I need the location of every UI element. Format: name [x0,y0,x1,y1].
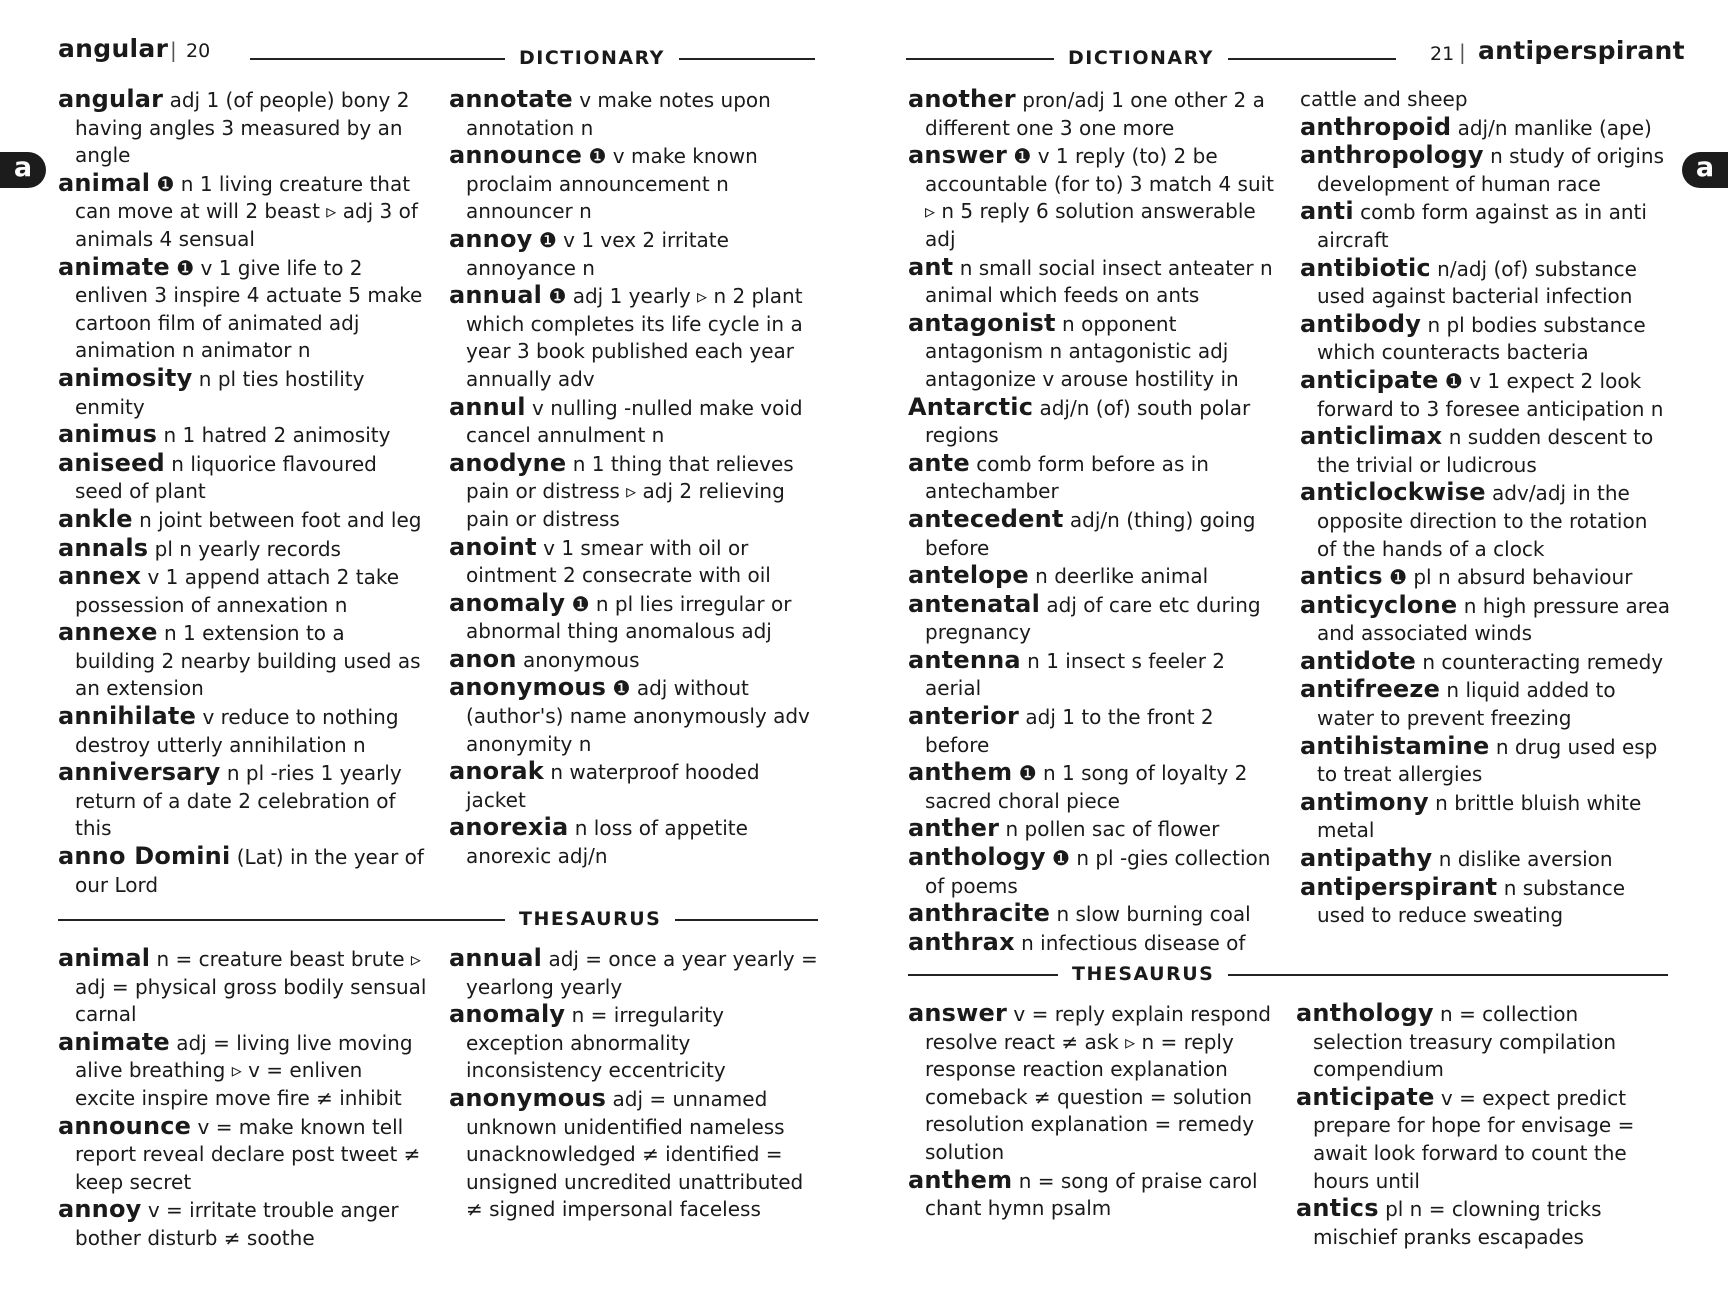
definition: n opponent antagonism n antagonistic adj antagonize v arouse hostility in [925,311,1239,391]
definition: n drug used esp to treat allergies [1317,734,1658,787]
definition: n 1 insect s feeler 2 aerial [925,648,1226,701]
headword: antimony [1300,787,1429,816]
headword: antiperspirant [1300,872,1498,901]
definition: n joint between foot and leg [139,507,422,532]
headword: anthrax [908,927,1015,956]
entry [908,647,1280,703]
headword: anticyclone [1300,590,1458,619]
definition: cattle and sheep [1300,87,1468,111]
definition: v nulling -nulled make void cancel annulment n [466,395,803,448]
headword: answer [908,999,1008,1027]
headword: anoint [449,532,537,561]
right-dictionary-heading: DICTIONARY [1054,47,1228,69]
entry [449,534,819,590]
right-thesaurus-heading: THESAURUS [1058,963,1228,985]
entry [1300,592,1672,648]
headword: anorak [449,757,544,786]
entry [1300,423,1672,479]
definition: n/adj (of) substance used against bacterial infection [1317,256,1637,309]
definition: n infectious disease of [1021,930,1246,955]
entry [908,310,1280,394]
headword: antenatal [908,589,1041,618]
headword: anno Domini [58,842,231,871]
right-page-number: 21 [1430,43,1455,65]
entry [58,945,428,1029]
left-thesaurus-column-2 [449,945,819,1224]
definition: n deerlike animal [1035,564,1209,589]
entry [58,86,428,170]
headword: animosity [58,363,193,392]
headword: antifreeze [1300,675,1441,704]
definition: v = make known tell report reveal declare post tweet ≠ keep secret [75,1114,421,1194]
entry [1300,198,1672,254]
definition: pron/adj 1 one other 2 a different one 3 one more [925,88,1265,140]
entry [58,1196,428,1252]
headword: anodyne [449,448,567,477]
headword: annex [58,562,142,591]
definition: n pollen sac of flower [1005,817,1220,842]
headword: annual [449,281,543,310]
entry [1300,255,1672,311]
entry [58,759,428,843]
entry [449,394,819,450]
definition: ❶ adj 1 yearly ▹ n 2 plant which completes its life cycle in a year 3 book published each year annually adv [466,284,803,391]
entry [449,86,819,142]
right-header-separator: | [1459,40,1466,64]
entry [449,1001,819,1085]
definition: n 1 thing that relieves pain or distress ▹ adj 2 relieving pain or distress [466,451,794,531]
headword: anthem [908,1165,1013,1194]
entry [58,421,428,450]
headword: anticipate [1300,365,1439,394]
headword: anthology [908,843,1046,872]
entry [908,1167,1280,1223]
definition: ❶ v 1 reply (to) 2 be accountable (for to) 3 match 4 suit ▹ n 5 reply 6 solution answerable adj [925,144,1275,251]
headword: Antarctic [908,392,1034,421]
entry [908,142,1280,253]
entry [908,844,1280,900]
right-dictionary-column-1 [908,86,1280,957]
entry [58,563,428,619]
headword: animus [58,420,158,449]
headword: annoy [449,224,533,253]
definition: ❶ adj without (author's) name anonymously adv anonymity n [466,676,810,756]
entry [58,254,428,365]
entry [58,843,428,899]
entry [58,1029,428,1113]
definition: adj/n (of) south polar regions [925,395,1251,448]
headword: annexe [58,618,158,647]
entry [908,929,1280,958]
entry [908,759,1280,815]
entry [1296,1000,1672,1084]
entry [449,590,819,646]
entry [1300,86,1672,114]
headword: antecedent [908,504,1064,533]
definition: v make notes upon annotation n [466,88,771,140]
headword: annihilate [58,702,197,731]
definition: n high pressure area and associated winds [1317,593,1671,646]
definition: ❶ v make known proclaim announcement n announcer n [466,144,758,224]
definition: comb form before as in antechamber [925,451,1209,504]
headword: ante [908,448,970,477]
definition: adj of care etc during pregnancy [925,592,1261,645]
right-thumb-tab: a [1682,152,1728,188]
entry [908,815,1280,844]
definition: v reduce to nothing destroy utterly annihilation n [75,705,399,757]
headword: anorexia [449,813,569,842]
headword: annals [58,533,149,562]
definition: n liquid added to water to prevent freezing [1317,678,1616,731]
entry [908,394,1280,450]
definition: n sudden descent to the trivial or ludicrous [1317,425,1654,477]
right-running-head: antiperspirant [1478,36,1685,65]
definition: ❶ v 1 vex 2 irritate annoyance n [466,227,729,280]
definition: v = irritate trouble anger bother disturb ≠ soothe [75,1198,399,1250]
headword: antagonist [908,308,1056,337]
definition: n waterproof hooded jacket [466,760,760,812]
entry [58,703,428,759]
headword: angular [58,85,164,113]
headword: antidote [1300,646,1416,675]
headword: anticipate [1296,1082,1435,1111]
entry [58,535,428,564]
definition: n brittle bluish white metal [1317,790,1642,843]
entry [449,226,819,282]
definition: n pl ties hostility enmity [75,366,365,419]
headword: anomaly [449,1000,566,1029]
definition: anonymous [523,647,640,672]
headword: anticlimax [1300,422,1443,451]
entry [1300,311,1672,367]
definition: comb form against as in anti aircraft [1317,200,1647,252]
headword: antics [1296,1194,1379,1223]
entry [908,254,1280,310]
definition: adj = living live moving alive breathing ▹ v = enliven excite inspire move fire ≠ inhibit [75,1030,413,1110]
entry [1296,1195,1672,1251]
definition: ❶ n 1 song of loyalty 2 sacred choral piece [925,761,1248,813]
headword: anthropoid [1300,112,1452,141]
definition: n dislike aversion [1438,847,1613,872]
entry [908,86,1280,142]
headword: anthem [908,758,1013,787]
headword: anomaly [449,588,566,617]
left-running-head: angular [58,34,169,63]
headword: anthology [1296,999,1434,1027]
definition: v = reply explain respond resolve react ≠ ask ▹ n = reply response reaction explanation comeback ≠ question = solution resolution explanation = remedy solution [925,1002,1271,1164]
entry [908,450,1280,506]
headword: anonymous [449,1083,607,1112]
entry [449,450,819,534]
headword: anticlockwise [1300,478,1486,507]
right-thesaurus-column-2 [1296,1000,1672,1251]
definition: n pl -ries 1 yearly return of a date 2 celebration of this [75,761,402,841]
left-thumb-tab: a [0,152,46,188]
entry [1300,563,1672,592]
entry [449,945,819,1001]
entry [1300,789,1672,845]
entry [449,674,819,758]
entry [1300,845,1672,874]
right-thesaurus-rule [908,974,1668,976]
entry [58,450,428,506]
headword: annul [449,392,526,421]
headword: ankle [58,504,133,533]
definition: n pl bodies substance which counteracts bacteria [1317,312,1646,365]
definition: adj 1 to the front 2 before [925,705,1214,757]
definition: pl n yearly records [154,536,341,561]
entry [58,506,428,535]
entry [449,282,819,393]
definition: ❶ v 1 give life to 2 enliven 3 inspire 4 actuate 5 make cartoon film of animated adj animation n animator n [75,255,423,363]
entry [58,1113,428,1197]
definition: adv/adj in the opposite direction to the rotation of the hands of a clock [1317,481,1648,561]
definition: n = irregularity exception abnormality inconsistency eccentricity [466,1003,726,1083]
headword: antelope [908,561,1029,590]
definition: n 1 extension to a building 2 nearby building used as an extension [75,621,421,701]
left-thesaurus-column-1 [58,945,428,1253]
definition: v 1 smear with oil or ointment 2 consecrate with oil [466,535,771,588]
entry [58,365,428,421]
definition: ❶ n pl lies irregular or abnormal thing anomalous adj [466,591,792,644]
right-dictionary-column-2 [1300,86,1672,930]
entry [908,703,1280,759]
entry [908,1000,1280,1167]
left-thesaurus-rule [58,919,818,921]
entry [1300,479,1672,563]
definition: adj 1 (of people) bony 2 having angles 3 measured by an angle [75,88,410,168]
entry [1300,733,1672,789]
headword: answer [908,141,1008,170]
definition: ❶ n pl -gies collection of poems [925,846,1271,898]
headword: another [908,85,1016,113]
definition: (Lat) in the year of our Lord [75,845,424,897]
definition: ❶ v 1 expect 2 look forward to 3 foresee anticipation n [1317,368,1664,421]
entry [58,170,428,254]
entry [1300,114,1672,143]
definition: n counteracting remedy [1422,649,1664,674]
headword: aniseed [58,448,165,477]
entry [449,758,819,814]
entry [908,562,1280,591]
headword: announce [58,1111,192,1140]
headword: anti [1300,197,1354,226]
entry [449,814,819,870]
headword: antibiotic [1300,253,1431,282]
headword: animal [58,168,151,197]
headword: antics [1300,562,1383,591]
definition: adj/n manlike (ape) [1457,115,1652,140]
definition: ❶ n 1 living creature that can move at will 2 beast ▹ adj 3 of animals 4 sensual [75,171,418,251]
entry [1300,648,1672,677]
headword: annoy [58,1195,142,1224]
headword: anterior [908,702,1020,731]
definition: n = song of praise carol chant hymn psalm [925,1168,1258,1221]
definition: n = creature beast brute ▹ adj = physical gross bodily sensual carnal [75,947,427,1027]
headword: annotate [449,85,573,113]
definition: n liquorice flavoured seed of plant [75,451,377,504]
entry [58,619,428,703]
definition: n 1 hatred 2 animosity [163,423,391,448]
entry [449,1085,819,1224]
left-header-separator: | [170,38,177,62]
right-thesaurus-column-1 [908,1000,1280,1223]
definition: n slow burning coal [1056,902,1251,927]
entry [449,646,819,675]
headword: announce [449,141,583,170]
headword: anon [449,644,517,673]
left-thesaurus-heading: THESAURUS [505,908,675,930]
headword: animate [58,1027,170,1056]
entry [908,506,1280,562]
entry [1296,1084,1672,1195]
definition: v = expect predict prepare for hope for envisage = await look forward to count the hours until [1313,1085,1635,1193]
definition: n study of origins development of human race [1317,144,1664,196]
left-page-number: 20 [186,40,211,62]
left-dictionary-column-2 [449,86,819,871]
definition: n substance used to reduce sweating [1317,875,1626,928]
definition: n = collection selection treasury compilation compendium [1313,1002,1617,1082]
definition: adj = once a year yearly = yearlong yearly [466,947,818,999]
headword: ant [908,252,954,281]
headword: antibody [1300,309,1422,338]
left-dictionary-heading: DICTIONARY [505,47,679,69]
entry [908,591,1280,647]
definition: adj/n (thing) going before [925,507,1256,560]
headword: annual [449,944,543,972]
headword: antenna [908,645,1021,674]
headword: anther [908,814,1000,843]
entry [908,900,1280,929]
left-dictionary-column-1 [58,86,428,899]
definition: ❶ pl n absurd behaviour [1389,565,1633,590]
entry [1300,874,1672,930]
headword: anonymous [449,673,607,702]
headword: animal [58,944,151,972]
definition: pl n = clowning tricks mischief pranks escapades [1313,1197,1602,1249]
entry [449,142,819,226]
headword: anthracite [908,899,1051,928]
entry [1300,142,1672,198]
definition: adj = unnamed unknown unidentified nameless unacknowledged ≠ identified = unsigned uncredited unattributed ≠ signed impersonal faceless [466,1086,804,1222]
headword: anthropology [1300,141,1484,170]
entry [1300,367,1672,423]
headword: antihistamine [1300,731,1490,760]
headword: anniversary [58,758,221,787]
definition: v 1 append attach 2 take possession of annexation n [75,565,400,617]
definition: n small social insect anteater n animal which feeds on ants [925,255,1273,308]
headword: animate [58,252,170,281]
definition: n loss of appetite anorexic adj/n [466,816,748,869]
entry [1300,676,1672,732]
headword: antipathy [1300,844,1433,873]
